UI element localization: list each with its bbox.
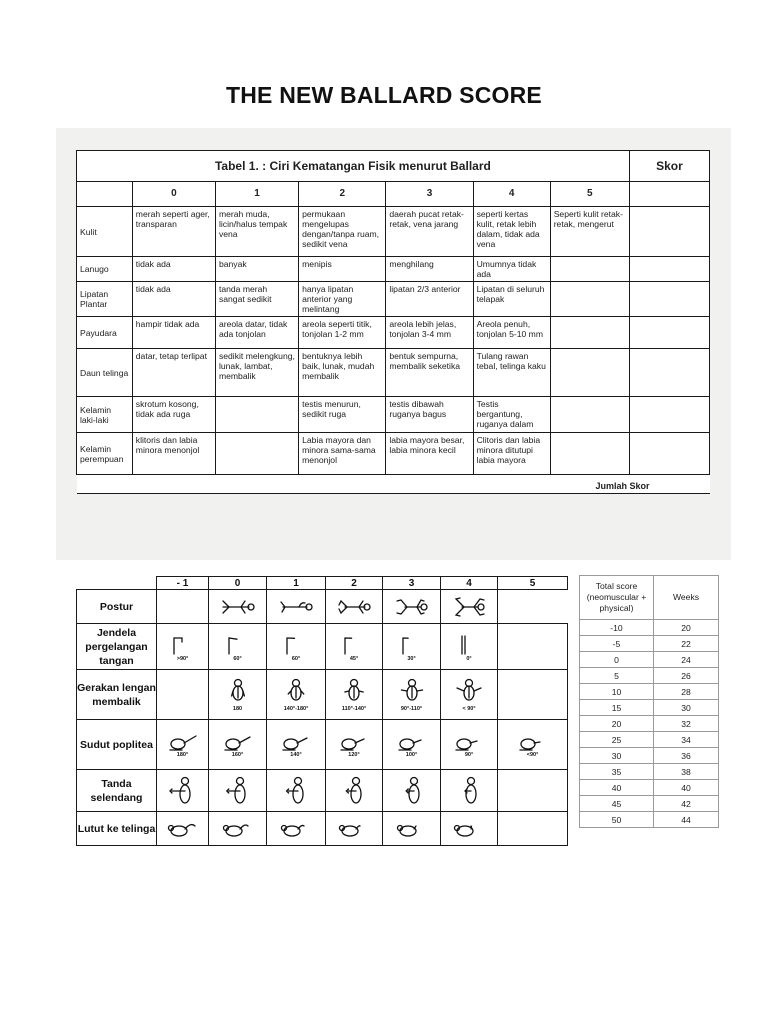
scarf-sign-icon [383,776,440,806]
physical-cell: klitoris dan labia minora menonjol [132,433,215,475]
popliteal-angle-icon [498,732,567,752]
physical-row-label: Daun telinga [77,349,133,397]
total-score-label: Jumlah Skor [77,475,710,494]
physical-row [77,257,710,282]
total-score-value: 20 [580,716,654,732]
wrist-angle-icon [267,632,325,656]
angle-label: 90° [464,751,474,758]
neuro-cell [209,720,267,770]
neuro-column-header: 0 [209,577,267,590]
physical-cell [550,257,629,282]
physical-cell: banyak [215,257,298,282]
angle-label: 140° [290,751,302,758]
arm-recoil-icon [209,678,266,706]
weeks-value: 22 [654,636,719,652]
neuro-cell [498,670,568,720]
popliteal-angle-icon [383,732,440,752]
physical-row-label: Kulit [77,207,133,257]
heel-to-ear-icon [267,820,325,838]
popliteal-angle-icon [326,732,382,752]
neuro-cell [498,590,568,624]
neuro-cell [267,624,326,670]
neuro-cell [326,720,383,770]
physical-cell: Testis bergantung, ruganya dalam [473,397,550,433]
total-score-value: 25 [580,732,654,748]
weeks-row [580,700,719,716]
angle-label: 30° [407,655,416,662]
angle-label: 140°-180° [283,705,309,712]
blank-header-cell [77,577,157,590]
physical-cell: daerah pucat retak-retak, vena jarang [386,207,473,257]
neuro-cell [441,624,498,670]
total-score-value: 45 [580,796,654,812]
neuro-row [77,812,568,846]
physical-cell: labia mayora besar, labia minora kecil [386,433,473,475]
neuromuscular-maturity-table [76,576,568,846]
neuro-cell [383,720,441,770]
neuro-column-header: 4 [441,577,498,590]
page-title: THE NEW BALLARD SCORE [226,82,542,108]
physical-cell [215,433,298,475]
maturity-weeks-table [579,575,719,828]
total-score-value: 0 [580,652,654,668]
physical-cell: bentuknya lebih baik, lunak, mudah membalik [299,349,386,397]
physical-column-header: 4 [473,182,550,207]
score-column-blank [629,182,709,207]
neuro-cell [383,670,441,720]
angle-label: 180° [176,751,189,758]
neuro-cell [209,590,267,624]
score-cell [629,349,709,397]
physical-row [77,282,710,317]
neuro-column-header: 5 [498,577,568,590]
physical-cell: testis menurun, sedikit ruga [299,397,386,433]
neuro-cell [441,770,498,812]
neuro-cell [267,720,326,770]
angle-label: 160° [231,751,244,758]
physical-cell [550,397,629,433]
neuro-column-header-row [77,577,568,590]
wrist-angle-icon [441,632,497,656]
score-cell [629,397,709,433]
physical-column-header: 3 [386,182,473,207]
physical-cell: testis dibawah ruganya bagus [386,397,473,433]
wrist-angle-icon [326,632,382,656]
physical-cell: bentuk sempurna, membalik seketika [386,349,473,397]
neuro-row-label: Gerakan lengan membalik [77,670,157,720]
physical-cell: seperti kertas kulit, retak lebih dalam, tidak ada vena [473,207,550,257]
weeks-row [580,684,719,700]
physical-cell: Areola penuh, tonjolan 5-10 mm [473,317,550,349]
neuro-cell [441,812,498,846]
weeks-value: 38 [654,764,719,780]
neuro-cell [209,770,267,812]
weeks-row [580,748,719,764]
scarf-sign-icon [157,776,208,806]
neuro-cell [157,670,209,720]
physical-cell: Tulang rawan tebal, telinga kaku [473,349,550,397]
posture-figure-icon [267,597,325,617]
neuro-cell [498,770,568,812]
neuro-cell [326,770,383,812]
total-score-value: 50 [580,812,654,828]
weeks-value: 44 [654,812,719,828]
weeks-value: 36 [654,748,719,764]
weeks-row [580,668,719,684]
neuro-row-label: Jendela pergelangan tangan [77,624,157,670]
score-cell [629,257,709,282]
neuro-cell [498,720,568,770]
total-score-value: 30 [580,748,654,764]
physical-cell: datar, tetap terlipat [132,349,215,397]
neuro-column-header: 3 [383,577,441,590]
neuro-cell [498,812,568,846]
neuro-row [77,720,568,770]
angle-label: 100° [405,751,418,758]
weeks-row [580,796,719,812]
neuro-cell [498,624,568,670]
neuro-column-header: - 1 [157,577,209,590]
popliteal-angle-icon [267,732,325,752]
neuro-cell [209,624,267,670]
neuro-column-header: 2 [326,577,383,590]
arm-recoil-icon [326,678,382,706]
scarf-sign-icon [209,776,266,806]
weeks-row [580,780,719,796]
neuro-cell [209,812,267,846]
physical-maturity-scan [56,128,731,560]
weeks-row [580,812,719,828]
neuro-cell [326,670,383,720]
weeks-value: 26 [654,668,719,684]
neuro-row-label: Lutut ke telinga [77,812,157,846]
neuro-cell [157,624,209,670]
weeks-value: 20 [654,620,719,636]
physical-cell [550,433,629,475]
physical-table-body [77,207,710,475]
physical-cell: menipis [299,257,386,282]
total-score-value: 15 [580,700,654,716]
weeks-value: 24 [654,652,719,668]
weeks-row [580,732,719,748]
posture-figure-icon [441,597,497,617]
neuro-cell [441,670,498,720]
angle-label: 45° [349,655,359,662]
weeks-value: 34 [654,732,719,748]
neuro-cell [157,590,209,624]
physical-column-header: 2 [299,182,386,207]
neuro-cell [157,812,209,846]
total-score-value: -5 [580,636,654,652]
physical-row-label: Payudara [77,317,133,349]
physical-cell: permukaan mengelupas dengan/tanpa ruam, sedikit vena [299,207,386,257]
wrist-angle-icon [209,632,266,656]
neuro-row-label: Tanda selendang [77,770,157,812]
neuro-cell [441,590,498,624]
total-score-value: 5 [580,668,654,684]
neuro-cell [383,590,441,624]
physical-cell: tanda merah sangat sedikit [215,282,298,317]
popliteal-angle-icon [441,732,497,752]
neuro-cell [157,720,209,770]
physical-cell [550,282,629,317]
physical-row [77,207,710,257]
angle-label: 0° [466,655,472,662]
neuro-cell [267,670,326,720]
neuro-cell [267,770,326,812]
physical-cell: areola lebih jelas, tonjolan 3-4 mm [386,317,473,349]
angle-label: 120° [348,751,360,758]
weeks-row [580,652,719,668]
weeks-row [580,764,719,780]
weeks-header: Weeks [654,576,719,620]
physical-cell: tidak ada [132,257,215,282]
heel-to-ear-icon [326,820,382,838]
physical-cell [550,349,629,397]
physical-cell: Clitoris dan labia minora ditutupi labia mayora [473,433,550,475]
angle-label: 110°-140° [341,705,367,712]
popliteal-angle-icon [157,732,208,752]
physical-cell: merah muda, licin/halus tempak vena [215,207,298,257]
wrist-angle-icon [157,632,208,656]
physical-maturity-table [76,150,710,494]
weeks-row [580,636,719,652]
weeks-value: 42 [654,796,719,812]
total-score-value: 35 [580,764,654,780]
physical-row [77,317,710,349]
physical-cell: tidak ada [132,282,215,317]
heel-to-ear-icon [209,820,266,838]
posture-figure-icon [383,597,440,617]
physical-cell: Umumnya tidak ada [473,257,550,282]
score-cell [629,207,709,257]
physical-cell [550,317,629,349]
physical-column-header: 0 [132,182,215,207]
posture-figure-icon [326,597,382,617]
physical-row-label: Kelamin laki-laki [77,397,133,433]
weeks-table-body [580,576,719,828]
blank-header-cell [77,182,133,207]
total-score-value: -10 [580,620,654,636]
neuro-cell [326,590,383,624]
physical-cell: lipatan 2/3 anterior [386,282,473,317]
physical-cell: sedikit melengkung, lunak, lambat, membalik [215,349,298,397]
neuro-cell [157,770,209,812]
angle-label: >90° [176,655,189,662]
heel-to-ear-icon [441,820,497,838]
score-cell [629,317,709,349]
total-score-value: 10 [580,684,654,700]
physical-cell: merah seperti ager, transparan [132,207,215,257]
neuro-row [77,624,568,670]
heel-to-ear-icon [383,820,440,838]
neuro-row-label: Sudut poplitea [77,720,157,770]
angle-label: 90°-110° [400,705,423,712]
score-cell [629,282,709,317]
physical-cell: Labia mayora dan minora sama-sama menonjol [299,433,386,475]
physical-row [77,397,710,433]
physical-row-label: Lanugo [77,257,133,282]
angle-label: <90° [526,751,539,758]
physical-cell: areola datar, tidak ada tonjolan [215,317,298,349]
popliteal-angle-icon [209,732,266,752]
total-score-value: 40 [580,780,654,796]
physical-row-label: Lipatan Plantar [77,282,133,317]
arm-recoil-icon [267,678,325,706]
scarf-sign-icon [441,776,497,806]
neuro-cell [383,812,441,846]
physical-cell: Lipatan di seluruh telapak [473,282,550,317]
total-score-header: Total score (neomuscular + physical) [580,576,654,620]
physical-cell: areola seperti titik, tonjolan 1-2 mm [299,317,386,349]
neuro-row [77,770,568,812]
angle-label: 60° [233,655,242,662]
wrist-angle-icon [383,632,440,656]
physical-row-label: Kelamin perempuan [77,433,133,475]
heel-to-ear-icon [157,820,208,838]
neuro-row [77,590,568,624]
physical-cell [215,397,298,433]
angle-label: < 90° [462,705,476,712]
neuro-row [77,670,568,720]
weeks-row [580,716,719,732]
angle-label: 60° [291,655,301,662]
weeks-value: 40 [654,780,719,796]
neuro-cell [326,812,383,846]
arm-recoil-icon [441,678,497,706]
score-header: Skor [629,151,709,182]
physical-cell: Seperti kulit retak-retak, mengerut [550,207,629,257]
physical-row [77,433,710,475]
weeks-value: 28 [654,684,719,700]
physical-cell: skrotum kosong, tidak ada ruga [132,397,215,433]
angle-label: 180 [232,705,243,712]
physical-table-caption: Tabel 1. : Ciri Kematangan Fisik menurut Ballard [77,151,630,182]
weeks-value: 32 [654,716,719,732]
physical-cell: hanya lipatan anterior yang melintang [299,282,386,317]
physical-column-header: 5 [550,182,629,207]
neuro-cell [441,720,498,770]
scarf-sign-icon [267,776,325,806]
neuromuscular-table-body [77,577,568,846]
weeks-row [580,620,719,636]
posture-figure-icon [209,597,266,617]
neuro-cell [326,624,383,670]
neuro-cell [383,624,441,670]
neuro-cell [267,590,326,624]
neuro-cell [383,770,441,812]
neuro-cell [267,812,326,846]
physical-cell: hampir tidak ada [132,317,215,349]
score-cell [629,433,709,475]
physical-cell: menghilang [386,257,473,282]
physical-row [77,349,710,397]
physical-column-header-row [77,182,710,207]
neuro-cell [209,670,267,720]
weeks-value: 30 [654,700,719,716]
physical-column-header: 1 [215,182,298,207]
neuro-row-label: Postur [77,590,157,624]
neuro-column-header: 1 [267,577,326,590]
scarf-sign-icon [326,776,382,806]
arm-recoil-icon [383,678,440,706]
